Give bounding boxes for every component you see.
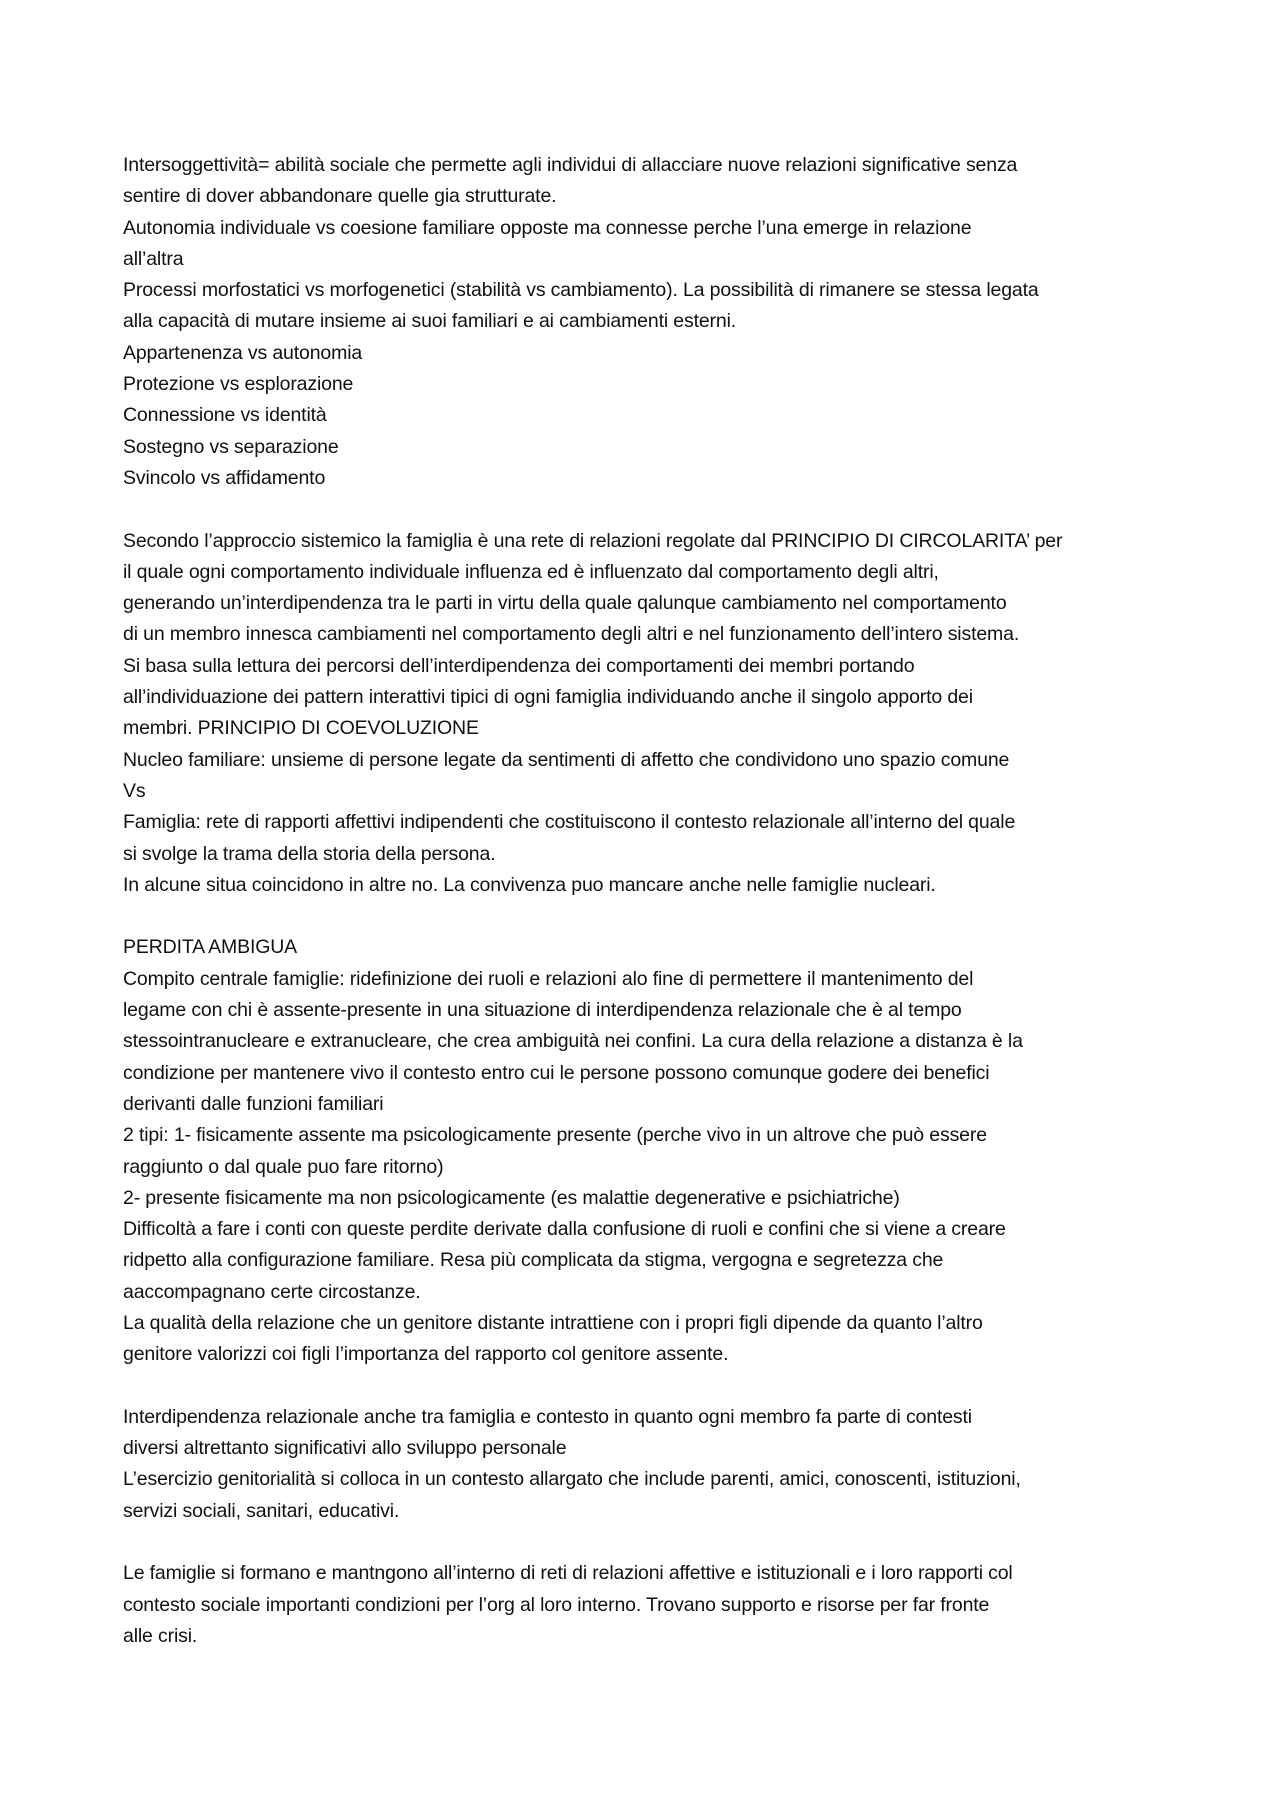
- text-line: raggiunto o dal quale puo fare ritorno): [123, 1155, 444, 1178]
- text-line: Protezione vs esplorazione: [123, 373, 354, 396]
- text-line: Compito centrale famiglie: ridefinizione dei ruoli e relazioni alo fine di permettere il mantenimento del: [123, 967, 974, 990]
- text-line: generando un’interdipendenza tra le parti in virtu della quale qalunque cambiamento nel comportamento: [123, 592, 1007, 615]
- text-line: Processi morfostatici vs morfogenetici (stabilità vs cambiamento). La possibilità di rimanere se stessa legata: [123, 279, 1039, 302]
- text-line: Nucleo familiare: unsieme di persone legate da sentimenti di affetto che condividono uno spazio comune: [123, 748, 1010, 771]
- text-line: sentire di dover abbandonare quelle gia strutturate.: [123, 185, 557, 208]
- blank-line: [123, 1371, 1168, 1402]
- text-line: all’individuazione dei pattern interattivi tipici di ogni famiglia individuando anche il singolo apporto dei: [123, 686, 973, 709]
- text-line: 2 tipi: 1- fisicamente assente ma psicologicamente presente (perche vivo in un altrove che può essere: [123, 1124, 987, 1147]
- text-line: di un membro innesca cambiamenti nel comportamento degli altri e nel funzionamento dell’intero sistema.: [123, 623, 1020, 646]
- text-line: derivanti dalle funzioni familiari: [123, 1092, 384, 1115]
- text-line: aaccompagnano certe circostanze.: [123, 1280, 421, 1303]
- text-line: 2- presente fisicamente ma non psicologicamente (es malattie degenerative e psichiatriche): [123, 1186, 900, 1209]
- text-line: si svolge la trama della storia della persona.: [123, 842, 496, 865]
- text-line: Difficoltà a fare i conti con queste perdite derivate dalla confusione di ruoli e confini che si viene a creare: [123, 1218, 1006, 1241]
- text-line: alla capacità di mutare insieme ai suoi familiari e ai cambiamenti esterni.: [123, 310, 737, 333]
- text-line: PERDITA AMBIGUA: [123, 936, 298, 959]
- text-line: Interdipendenza relazionale anche tra famiglia e contesto in quanto ogni membro fa parte di contesti: [123, 1405, 972, 1428]
- text-line: ridpetto alla configurazione familiare. Resa più complicata da stigma, vergogna e segretezza che: [123, 1249, 944, 1272]
- text-line: Sostegno vs separazione: [123, 435, 339, 458]
- text-line: Vs: [123, 779, 146, 802]
- text-line: legame con chi è assente-presente in una situazione di interdipendenza relazionale che è al tempo: [123, 999, 962, 1022]
- text-line: Le famiglie si formano e mantngono all’interno di reti di relazioni affettive e istituzionali e i loro rapporti col: [123, 1562, 1013, 1585]
- text-line: In alcune situa coincidono in altre no. La convivenza puo mancare anche nelle famiglie nucleari.: [123, 873, 936, 896]
- text-line: Connessione vs identità: [123, 404, 327, 427]
- text-line: contesto sociale importanti condizioni per l’org al loro interno. Trovano supporto e risorse per far fronte: [123, 1593, 990, 1616]
- text-line: Autonomia individuale vs coesione familiare opposte ma connesse perche l’una emerge in relazione: [123, 216, 972, 239]
- text-line: stessointranucleare e extranucleare, che crea ambiguità nei confini. La cura della relazione a distanza è la: [123, 1030, 1023, 1053]
- text-line: Intersoggettività= abilità sociale che permette agli individui di allacciare nuove relazioni significative senza: [123, 154, 1018, 176]
- text-line: alle crisi.: [123, 1624, 198, 1647]
- blank-line: [123, 494, 1168, 525]
- text-line: La qualità della relazione che un genitore distante intrattiene con i propri figli dipende da quanto l’altro: [123, 1311, 983, 1334]
- blank-line: [123, 901, 1168, 932]
- text-line: diversi altrettanto significativi allo sviluppo personale: [123, 1437, 567, 1460]
- text-line: servizi sociali, sanitari, educativi.: [123, 1499, 400, 1522]
- document-body: [123, 150, 1168, 1652]
- text-line: all’altra: [123, 247, 184, 270]
- text-line: membri. PRINCIPIO DI COEVOLUZIONE: [123, 717, 479, 740]
- text-line: il quale ogni comportamento individuale influenza ed è influenzato dal comportamento degli altri,: [123, 560, 939, 583]
- text-line: Svincolo vs affidamento: [123, 466, 326, 489]
- text-line: Famiglia: rete di rapporti affettivi indipendenti che costituiscono il contesto relazionale all’interno del quale: [123, 811, 1016, 834]
- text-line: Secondo l’approccio sistemico la famiglia è una rete di relazioni regolate dal PRINCIPIO DI CIRCOLARITA’ per: [123, 529, 1063, 552]
- blank-line: [123, 1527, 1168, 1558]
- text-line: Si basa sulla lettura dei percorsi dell’interdipendenza dei comportamenti dei membri portando: [123, 654, 915, 677]
- text-line: Appartenenza vs autonomia: [123, 341, 363, 364]
- text-line: genitore valorizzi coi figli l’importanza del rapporto col genitore assente.: [123, 1343, 729, 1366]
- text-line: L’esercizio genitorialità si colloca in un contesto allargato che include parenti, amici, conoscenti, istituzioni,: [123, 1468, 1021, 1491]
- text-line: condizione per mantenere vivo il contesto entro cui le persone possono comunque godere dei benefici: [123, 1061, 990, 1084]
